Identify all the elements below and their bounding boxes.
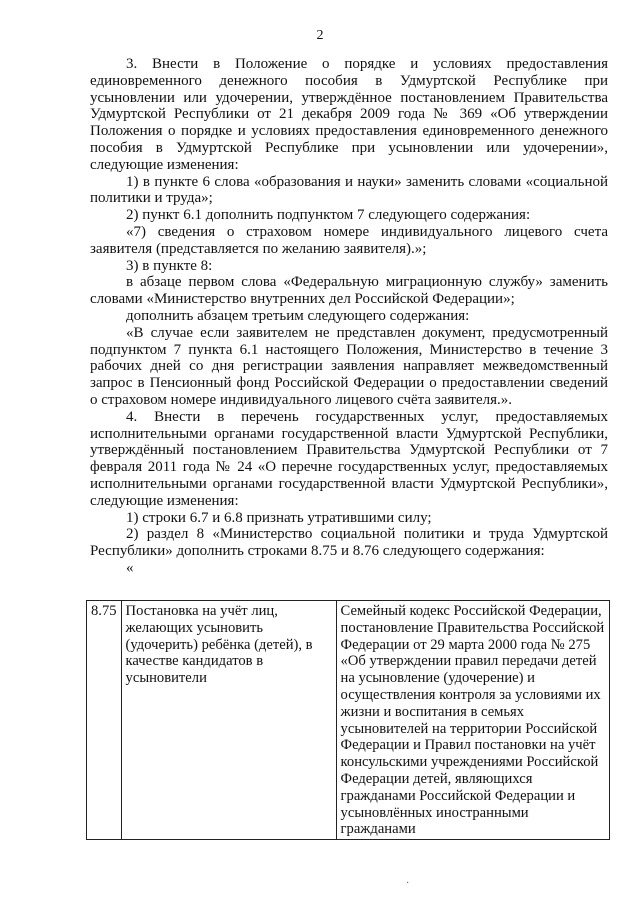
paragraph-quote-7: «7) сведения о страховом номере индивидуального лицевого счета заявителя (представляется по желанию заявителя).»; [90,223,608,257]
paragraph-item-4-sub-2: 2) раздел 8 «Министерство социальной политики и труда Удмуртской Республики» дополнить строками 8.75 и 8.76 следующего содержания: [90,526,608,560]
paragraph-item-4: 4. Внести в перечень государственных услуг, предоставляемых исполнительными органами государственной власти Удмуртской Республики, утверждённый постановлением Правительства Удмуртской Республики от 7 февраля 2011 года № 24 «О перечне государственных услуг, предоставляемых исполнительными органами государственной власти Удмуртской Республики», следующие изменения: [90,408,608,509]
paragraph-item-4-sub-1: 1) строки 6.7 и 6.8 признать утратившими силу; [126,509,432,526]
paragraph-subitem-2: 2) пункт 6.1 дополнить подпунктом 7 следующего содержания: [126,207,531,224]
paragraph-abzac-1: в абзаце первом слова «Федеральную миграционную службу» заменить словами «Министерство внутренних дел Российской Федерации»; [90,274,608,308]
page-number: 2 [316,28,324,43]
paragraph-abzac-3-quote: «В случае если заявителем не представлен документ, предусмотренный подпунктом 7 пункта 6.1 настоящего Положения, Министерство в течение 3 рабочих дней со дня регистрации заявления направляет межведомственный запрос в Пенсионный фонд Российской Федерации о предоставлении сведений о страховом номере индивидуального лицевого счёта заявителя.». [90,324,608,408]
paragraph-item-3: 3. Внести в Положение о порядке и условиях предоставления единовременного денежного пособия в Удмуртской Республике при усыновлении или удочерении, утверждённое постановлением Правительства Удмуртской Республики от 21 декабря 2009 года № 369 «Об утверждении Положения о порядке и условиях предоставления единовременного денежного пособия в Удмуртской Республике при усыновлении или удочерении», следующие изменения: [90,56,608,173]
opening-quote-mark: « [126,559,134,576]
paragraph-abzac-3-intro: дополнить абзацем третьим следующего содержания: [126,307,470,324]
services-table [86,600,610,840]
paragraph-subitem-3: 3) в пункте 8: [126,257,213,274]
footer-mark: · [406,878,410,889]
paragraph-subitem-1: 1) в пункте 6 слова «образования и науки» заменить словами «социальной политики и труда»; [90,173,608,207]
table-row [87,601,610,840]
row-number: 8.75 [87,601,122,840]
legal-basis: Семейный кодекс Российской Федерации, постановление Правительства Российской Федерации от 29 марта 2000 года № 275 «Об утверждении правил передачи детей на усыновление (удочерение) и осуществления контроля за условиями их жизни и воспитания в семьях усыновителей на территории Российской Федерации и Правил постановки на учёт консульскими учреждениями Российской Федерации детей, являющихся гражданами Российской Федерации и усыновлённых иностранными гражданами [336,601,609,840]
document-body [90,56,608,580]
service-name: Постановка на учёт лиц, желающих усыновить (удочерить) ребёнка (детей), в качестве кандидатов в усыновители [121,601,336,840]
